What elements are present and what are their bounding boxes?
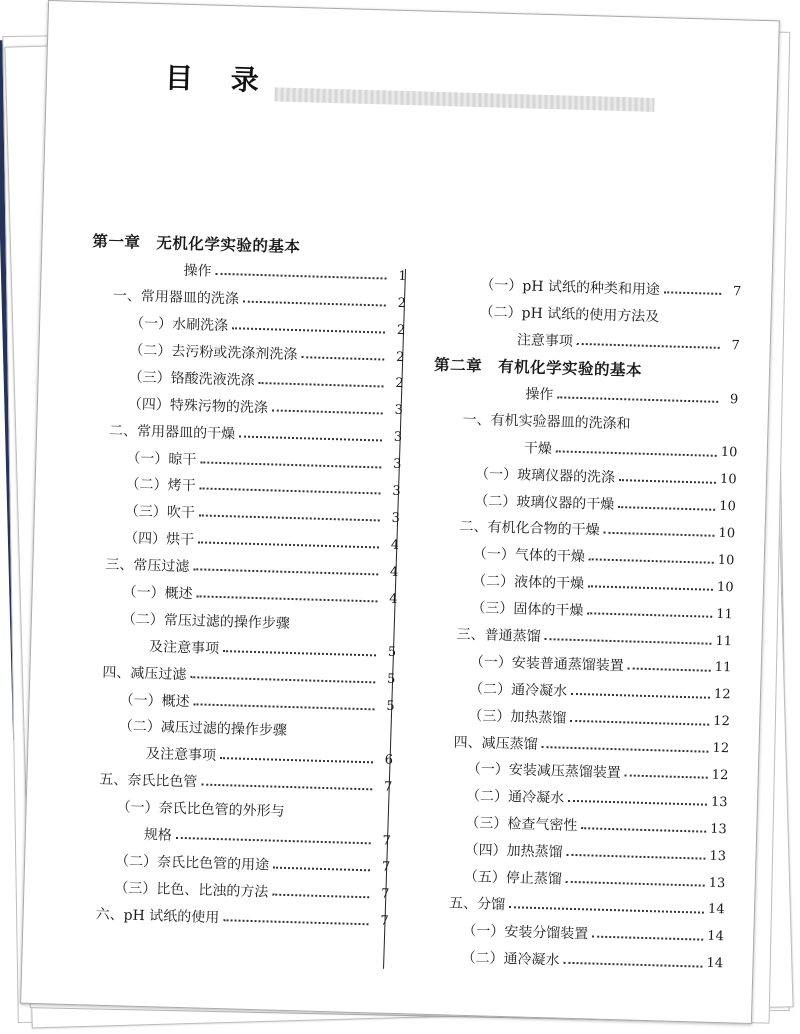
entry-title: 及注意事项: [145, 746, 217, 765]
entry-title: （一）概述: [122, 584, 193, 603]
entry-title: （一）安装分馏装置: [462, 922, 589, 943]
dot-leader: [193, 568, 378, 575]
entry-page-number: 13: [709, 848, 727, 864]
dot-leader: [571, 693, 710, 699]
entry-page-number: 10: [716, 579, 734, 596]
entry-page-number: 4: [389, 591, 398, 607]
dot-leader: [509, 906, 704, 913]
entry-page-number: 11: [716, 606, 734, 622]
dot-leader: [557, 396, 718, 402]
entry-title: 二、常用器皿的干燥: [108, 422, 236, 443]
dot-leader: [232, 327, 385, 333]
entry-page-number: 13: [710, 794, 728, 811]
entry-page-number: 14: [706, 955, 724, 972]
entry-title: 干燥: [523, 440, 553, 457]
entry-page-number: 14: [707, 902, 725, 918]
dot-leader: [259, 382, 384, 387]
entry-title: 三、常压过滤: [105, 556, 190, 576]
dot-leader: [581, 827, 706, 832]
dot-leader: [541, 746, 708, 753]
entry-page-number: 7: [382, 833, 392, 849]
dot-leader: [176, 837, 371, 844]
entry-title: 三、普通蒸馏: [456, 626, 541, 645]
dot-leader: [592, 935, 703, 940]
entry-page-number: 1: [398, 268, 407, 284]
entry-title: （一）气体的干燥: [472, 546, 586, 566]
entry-title: （三）固体的干燥: [471, 600, 584, 620]
entry-title: （二）pH 试纸的使用方法及: [479, 304, 660, 326]
entry-page-number: 5: [386, 698, 395, 714]
entry-page-number: 12: [713, 687, 731, 703]
dot-leader: [239, 435, 382, 441]
entry-page-number: 7: [380, 886, 390, 903]
entry-title: 操作: [183, 263, 212, 280]
entry-title: （二）奈氏比色管的用途: [114, 853, 270, 874]
dot-leader: [563, 961, 702, 967]
entry-page-number: 3: [392, 483, 401, 499]
dot-leader: [544, 638, 711, 645]
entry-page-number: 6: [384, 752, 394, 768]
entry-page-number: 3: [393, 429, 403, 446]
dot-leader: [200, 488, 381, 495]
entry-title: （二）常压过滤的操作步骤: [121, 611, 291, 632]
entry-title: 一、有机实验器皿的洗涤和: [462, 411, 631, 433]
entry-page-number: 12: [712, 740, 730, 757]
dot-leader: [190, 676, 375, 683]
entry-page-number: 10: [720, 445, 738, 461]
entry-page-number: 2: [396, 322, 406, 338]
entry-page-number: 2: [395, 349, 405, 365]
entry-page-number: 7: [383, 779, 393, 795]
entry-page-number: 4: [389, 564, 399, 580]
entry-title: 规格: [143, 827, 173, 844]
dot-leader: [566, 881, 705, 887]
page-title: 目 录: [164, 61, 274, 98]
entry-page-number: 13: [710, 821, 728, 837]
entry-title: （一）奈氏比色管的外形与: [116, 799, 285, 821]
entry-page-number: 12: [711, 767, 729, 784]
dot-leader: [194, 703, 375, 710]
entry-title: 第一章 无机化学实验的基本: [92, 232, 301, 257]
dot-leader: [201, 784, 372, 791]
entry-page-number: 12: [713, 714, 731, 730]
entry-title: 一、常用器皿的洗涤: [112, 288, 240, 308]
entry-title: （四）特殊污物的洗涤: [127, 396, 269, 417]
entry-title: （四）加热蒸馏: [464, 842, 563, 861]
entry-title: （二）烤干: [125, 476, 196, 495]
dot-leader: [589, 559, 714, 564]
dot-leader: [577, 343, 720, 349]
entry-title: （一）pH 试纸的种类和用途: [480, 277, 661, 299]
dot-leader: [566, 854, 705, 860]
entry-title: （一）安装普通蒸馏装置: [469, 653, 625, 675]
entry-page-number: 7: [731, 337, 740, 354]
dot-leader: [625, 775, 708, 779]
entry-page-number: 11: [714, 660, 732, 676]
dot-leader: [570, 720, 709, 726]
entry-title: 五、奈氏比色管: [99, 771, 198, 791]
dot-leader: [199, 515, 380, 522]
entry-title: （二）玻璃仪器的干燥: [474, 492, 615, 513]
entry-title: 操作: [525, 386, 554, 404]
entry-title: （四）烘干: [123, 530, 195, 549]
title-decoration-bar: [274, 87, 654, 112]
entry-title: 四、减压蒸馏: [453, 734, 538, 753]
dot-leader: [628, 667, 711, 671]
dot-leader: [216, 273, 387, 280]
dot-leader: [301, 356, 384, 360]
entry-page-number: 3: [392, 456, 402, 473]
entry-title: （二）通冷凝水: [465, 788, 565, 808]
entry-title: （一）概述: [119, 691, 190, 710]
entry-title: （五）停止蒸馏: [463, 868, 563, 888]
entry-title: （二）通冷凝水: [468, 680, 568, 700]
entry-page-number: 7: [732, 284, 742, 300]
entry-page-number: 7: [381, 860, 391, 876]
entry-page-number: 10: [718, 525, 736, 542]
dot-leader: [603, 532, 714, 537]
entry-title: 六、pH 试纸的使用: [95, 906, 220, 926]
entry-title: 四、减压过滤: [102, 664, 187, 683]
entry-title: （三）铬酸洗液洗涤: [128, 369, 255, 389]
dot-leader: [556, 450, 717, 456]
dot-leader: [664, 292, 721, 296]
entry-page-number: 2: [397, 295, 407, 311]
entry-title: （三）检查气密性: [465, 815, 578, 835]
dot-leader: [197, 595, 378, 602]
entry-title: 二、有机化合物的干燥: [459, 519, 600, 540]
entry-title: （二）去污粉或洗涤剂洗涤: [129, 342, 298, 364]
toc-page: [20, 0, 780, 1024]
dot-leader: [588, 586, 713, 591]
entry-title: （三）吹干: [124, 503, 196, 522]
dot-leader: [223, 650, 376, 656]
entry-title: （一）晾干: [126, 449, 197, 468]
dot-leader: [587, 612, 712, 617]
dot-leader: [223, 919, 368, 925]
entry-page-number: 7: [380, 913, 389, 930]
entry-title: （二）通冷凝水: [461, 949, 560, 969]
entry-title: （一）安装减压蒸馏装置: [466, 761, 622, 782]
entry-title: （二）减压过滤的操作步骤: [118, 718, 288, 740]
entry-page-number: 3: [394, 403, 404, 419]
entry-page-number: 13: [708, 875, 726, 891]
dot-leader: [220, 757, 373, 763]
entry-page-number: 5: [386, 671, 396, 688]
entry-title: 五、分馏: [448, 895, 506, 914]
dot-leader: [243, 301, 386, 307]
entry-title: （三）比色、比浊的方法: [114, 879, 269, 901]
entry-title: （三）加热蒸馏: [468, 707, 567, 727]
entry-title: （一）水刷洗涤: [129, 315, 229, 335]
dot-leader: [619, 479, 716, 484]
dot-leader: [200, 461, 381, 468]
entry-title: 注意事项: [516, 332, 574, 350]
entry-page-number: 11: [715, 633, 733, 649]
dot-leader: [618, 506, 715, 511]
entry-page-number: 5: [387, 645, 397, 661]
entry-title: 第二章 有机化学实验的基本: [433, 356, 643, 380]
entry-title: （一）玻璃仪器的洗涤: [474, 465, 616, 486]
entry-page-number: 3: [391, 510, 401, 526]
entry-page-number: 9: [729, 391, 739, 407]
dot-leader: [272, 409, 383, 414]
dot-leader: [198, 542, 379, 549]
dot-leader: [272, 893, 369, 898]
entry-page-number: 10: [717, 552, 735, 569]
entry-page-number: 4: [390, 537, 400, 553]
toc-left-column: [73, 227, 407, 935]
entry-title: 及注意事项: [148, 638, 220, 657]
entry-page-number: 10: [719, 498, 737, 515]
entry-title: （二）液体的干燥: [471, 573, 585, 593]
dot-leader: [273, 867, 370, 872]
entry-page-number: 10: [719, 472, 737, 488]
entry-page-number: 2: [395, 376, 404, 392]
dot-leader: [568, 800, 707, 806]
entry-page-number: 14: [707, 929, 725, 945]
toc-right-column: [417, 270, 741, 977]
